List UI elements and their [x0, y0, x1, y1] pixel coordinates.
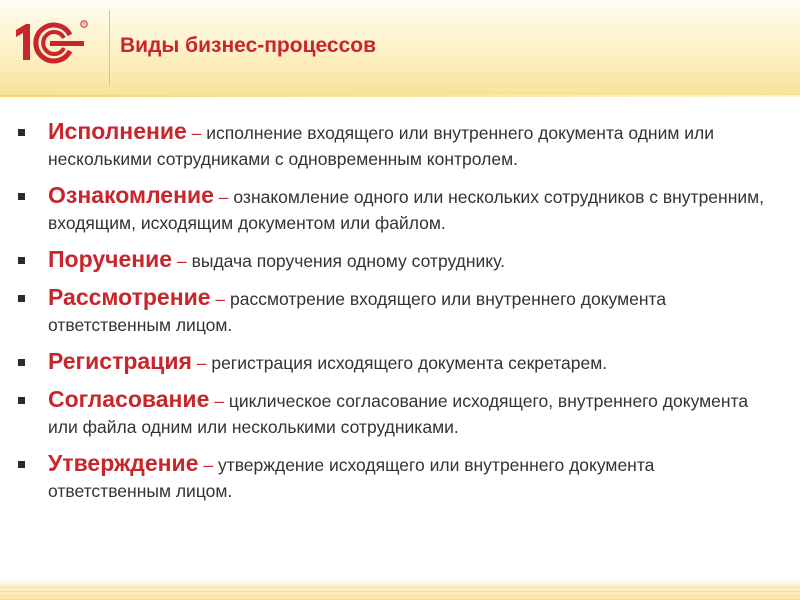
item-term: Поручение [48, 246, 173, 272]
list-item [18, 246, 778, 274]
item-description: ознакомление одного или нескольких сотрудников с внутренним, входящим, исходящим документом или файлом. [48, 187, 765, 233]
bullet-icon [18, 193, 25, 200]
logo-1c [10, 14, 90, 70]
item-term: Ознакомление [48, 182, 214, 208]
process-list [18, 118, 778, 514]
bullet-icon [18, 257, 25, 264]
item-term: Утверждение [48, 450, 199, 476]
bullet-icon [18, 359, 25, 366]
item-term: Исполнение [48, 118, 187, 144]
list-item [18, 182, 778, 236]
item-dash: – [213, 187, 229, 207]
item-dash: – [191, 353, 207, 373]
item-term: Регистрация [48, 348, 192, 374]
item-term: Рассмотрение [48, 284, 211, 310]
item-description: утверждение исходящего или внутреннего документа ответственным лицом. [48, 455, 655, 501]
item-dash: – [172, 251, 187, 271]
bullet-icon [18, 129, 25, 136]
bullet-icon [18, 397, 25, 404]
header-divider-line [0, 95, 800, 97]
item-description: регистрация исходящего документа секретарем. [206, 353, 608, 373]
item-dash: – [198, 455, 214, 475]
header-vertical-divider [109, 10, 110, 86]
svg-text:R: R [82, 21, 86, 27]
list-item [18, 386, 778, 440]
list-item [18, 450, 778, 504]
bullet-icon [18, 295, 25, 302]
page-title: Виды бизнес-процессов [120, 34, 376, 57]
item-description: рассмотрение входящего или внутреннего документа ответственным лицом. [48, 289, 667, 335]
bullet-icon [18, 461, 25, 468]
item-dash: – [210, 289, 226, 309]
list-item [18, 118, 778, 172]
list-item [18, 348, 778, 376]
item-description: исполнение входящего или внутреннего документа одним или несколькими сотрудниками с одновременным контролем. [48, 123, 715, 169]
item-term: Согласование [48, 386, 210, 412]
footer-stripes [0, 584, 800, 600]
item-description: циклическое согласование исходящего, внутреннего документа или файла одним или несколькими сотрудниками. [48, 391, 749, 437]
item-dash: – [186, 123, 202, 143]
list-item [18, 284, 778, 338]
item-description: выдача поручения одному сотруднику. [186, 251, 506, 271]
item-dash: – [209, 391, 224, 411]
